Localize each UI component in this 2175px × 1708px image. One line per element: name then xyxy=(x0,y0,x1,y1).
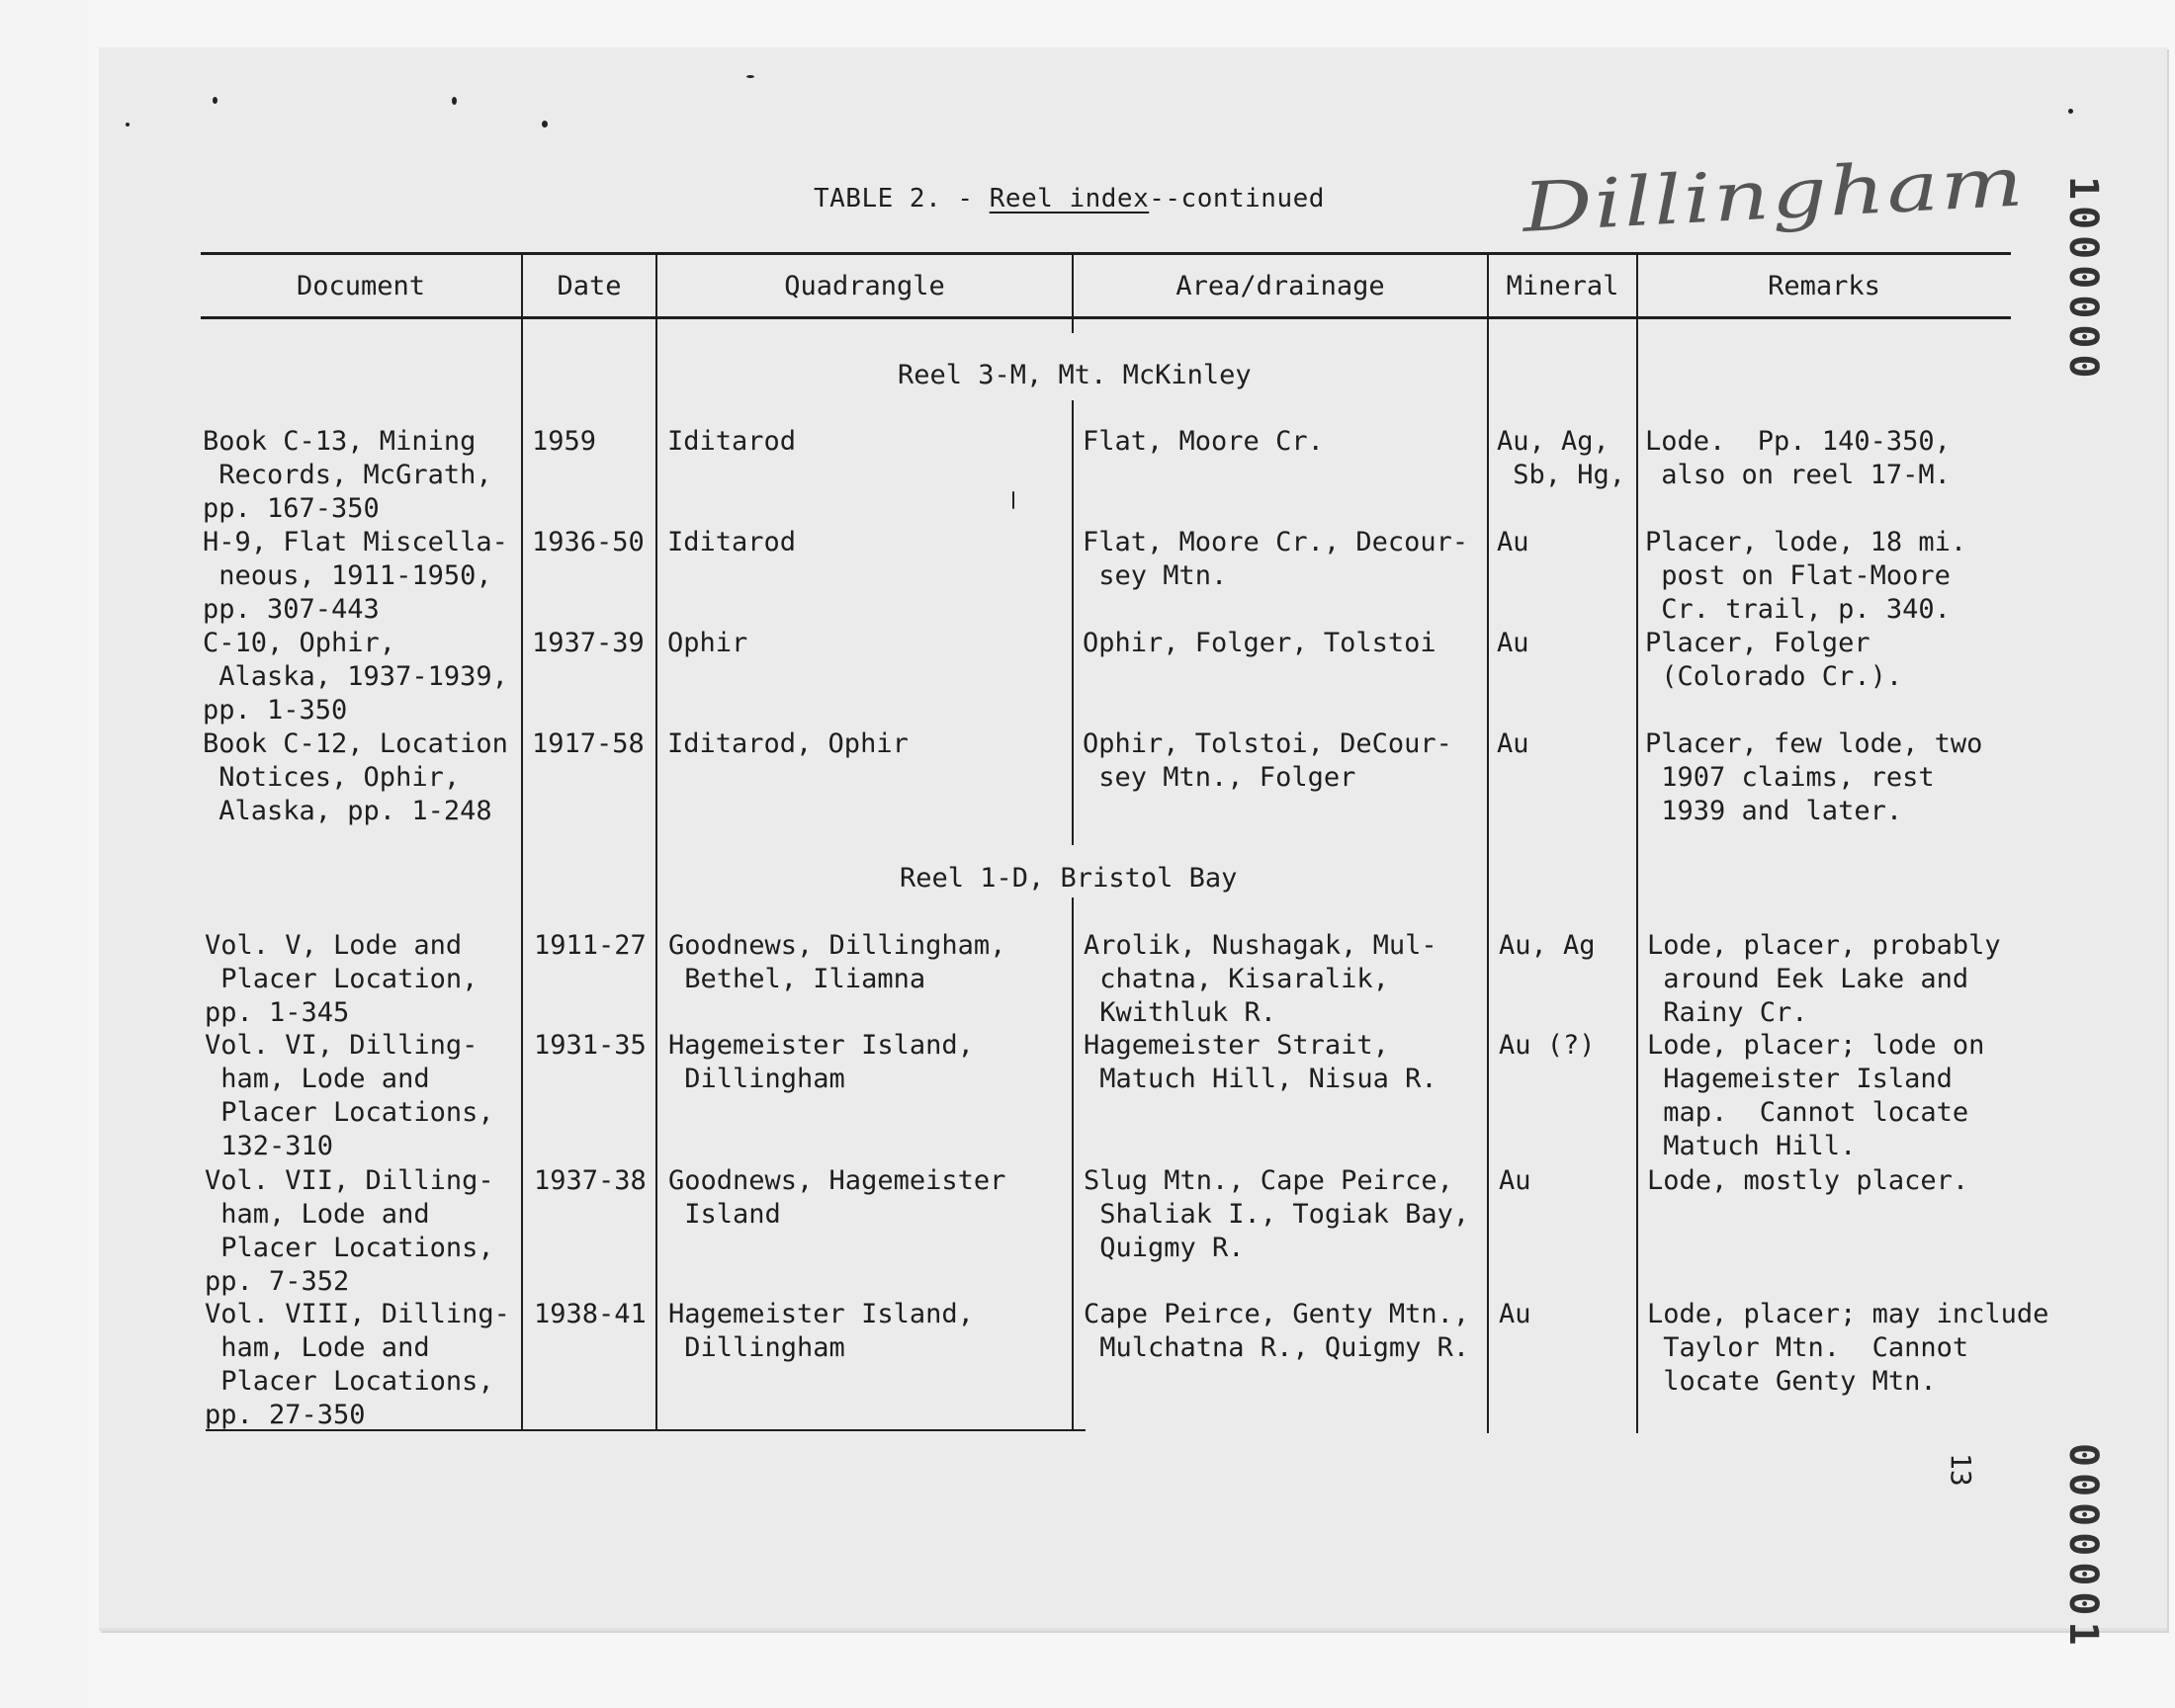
column-divider xyxy=(655,254,657,1430)
handwritten-annotation: Dillingham xyxy=(1521,141,2028,248)
cell-mineral: Au, Ag xyxy=(1499,930,1596,961)
cell-document: Vol. VII, Dilling- ham, Lode and Placer Locations, pp. 7-352 xyxy=(205,1165,494,1297)
cell-document: Vol. VIII, Dilling- ham, Lode and Placer Locations, pp. 27-350 xyxy=(205,1299,510,1430)
column-header-quadrangle: Quadrangle xyxy=(784,271,945,301)
cell-quadrangle: Goodnews, Hagemeister Island xyxy=(668,1165,1006,1230)
cell-mineral: Au, Ag, Sb, Hg, xyxy=(1497,426,1626,490)
cell-area: Slug Mtn., Cape Peirce, Shaliak I., Togiak Bay, Quigmy R. xyxy=(1084,1165,1470,1263)
table-title: TABLE 2. - Reel index--continued xyxy=(814,184,1325,214)
cell-date: 1959 xyxy=(532,426,597,457)
cell-remarks: Lode, mostly placer. xyxy=(1647,1165,1969,1196)
cell-quadrangle: Goodnews, Dillingham, Bethel, Iliamna xyxy=(668,930,1006,994)
column-header-date: Date xyxy=(557,271,622,301)
cell-remarks: Placer, lode, 18 mi. post on Flat-Moore Cr. trail, p. 340. xyxy=(1645,527,1967,625)
scan-speck xyxy=(452,97,457,105)
cell-date: 1917-58 xyxy=(532,728,645,759)
cell-date: 1937-39 xyxy=(532,628,645,658)
cell-document: Book C-13, Mining Records, McGrath, pp. 167-350 xyxy=(203,426,492,524)
cell-area: Arolik, Nushagak, Mul- chatna, Kisaralik, Kwithluk R. xyxy=(1084,930,1437,1028)
cell-date: 1938-41 xyxy=(534,1299,647,1329)
cell-document: H-9, Flat Miscella- neous, 1911-1950, pp. 307-443 xyxy=(203,527,508,625)
cell-remarks: Lode, placer; may include Taylor Mtn. Cannot locate Genty Mtn. xyxy=(1647,1299,2049,1397)
column-header-area-drainage: Area/drainage xyxy=(1175,271,1385,301)
cell-remarks: Lode, placer; lode on Hagemeister Island map. Cannot locate Matuch Hill. xyxy=(1647,1030,1985,1161)
scan-speck xyxy=(213,97,218,104)
cell-quadrangle: Hagemeister Island, Dillingham xyxy=(668,1299,974,1363)
cell-document: Vol. V, Lode and Placer Location, pp. 1-345 xyxy=(205,930,478,1028)
cell-area: Ophir, Folger, Tolstoi xyxy=(1083,628,1436,658)
cell-quadrangle: Iditarod xyxy=(667,527,797,557)
page-number: 13 xyxy=(1945,1453,1977,1487)
cell-area: Hagemeister Strait, Matuch Hill, Nisua R. xyxy=(1084,1030,1437,1094)
cell-document: Vol. VI, Dilling- ham, Lode and Placer Locations, 132-310 xyxy=(205,1030,494,1161)
cell-remarks: Lode. Pp. 140-350, also on reel 17-M. xyxy=(1645,426,1951,490)
cell-date: 1936-50 xyxy=(532,527,645,557)
side-code-top: 1000000 xyxy=(2060,176,2106,384)
cell-quadrangle: Ophir xyxy=(667,628,748,658)
cell-quadrangle: Iditarod xyxy=(667,426,797,457)
scan-speck xyxy=(2068,109,2073,114)
cell-date: 1937-38 xyxy=(534,1165,647,1196)
scan-speck xyxy=(126,123,130,127)
cell-date: 1931-35 xyxy=(534,1030,647,1061)
cell-area: Cape Peirce, Genty Mtn., Mulchatna R., Quigmy R. xyxy=(1084,1299,1470,1363)
cell-mineral: Au xyxy=(1497,728,1529,759)
section-heading: Reel 1-D, Bristol Bay xyxy=(900,863,1238,894)
cell-document: C-10, Ophir, Alaska, 1937-1939, pp. 1-350 xyxy=(203,628,508,726)
column-divider xyxy=(521,254,523,1430)
scan-margin xyxy=(0,0,87,1708)
column-header-remarks: Remarks xyxy=(1768,271,1880,301)
scan-speck xyxy=(746,75,754,78)
cell-quadrangle: Iditarod, Ophir xyxy=(667,728,909,759)
cell-area: Flat, Moore Cr., Decour- sey Mtn. xyxy=(1083,527,1469,591)
column-header-document: Document xyxy=(296,271,426,301)
scan-speck xyxy=(1012,491,1014,509)
column-header-mineral: Mineral xyxy=(1506,271,1619,301)
cell-area: Flat, Moore Cr. xyxy=(1083,426,1324,457)
cell-document: Book C-12, Location Notices, Ophir, Alaska, pp. 1-248 xyxy=(203,728,508,826)
cell-remarks: Lode, placer, probably around Eek Lake and Rainy Cr. xyxy=(1647,930,2001,1028)
side-code-bottom: 0000001 xyxy=(2060,1443,2106,1652)
scan-speck xyxy=(542,121,548,128)
cell-mineral: Au (?) xyxy=(1499,1030,1596,1061)
cell-mineral: Au xyxy=(1499,1299,1531,1329)
column-divider xyxy=(1072,400,1074,845)
cell-mineral: Au xyxy=(1497,527,1529,557)
column-divider xyxy=(1636,254,1638,1433)
cell-remarks: Placer, Folger (Colorado Cr.). xyxy=(1645,628,1903,692)
cell-mineral: Au xyxy=(1497,628,1529,658)
section-heading: Reel 3-M, Mt. McKinley xyxy=(898,360,1252,390)
top-rule xyxy=(201,252,2011,255)
cell-remarks: Placer, few lode, two 1907 claims, rest 1939 and later. xyxy=(1645,728,1983,826)
cell-mineral: Au xyxy=(1499,1165,1531,1196)
cell-quadrangle: Hagemeister Island, Dillingham xyxy=(668,1030,974,1094)
column-divider xyxy=(1487,254,1489,1433)
header-rule xyxy=(201,316,2011,319)
column-divider xyxy=(1072,897,1074,1431)
cell-area: Ophir, Tolstoi, DeCour- sey Mtn., Folger xyxy=(1083,728,1452,793)
cell-date: 1911-27 xyxy=(534,930,647,961)
